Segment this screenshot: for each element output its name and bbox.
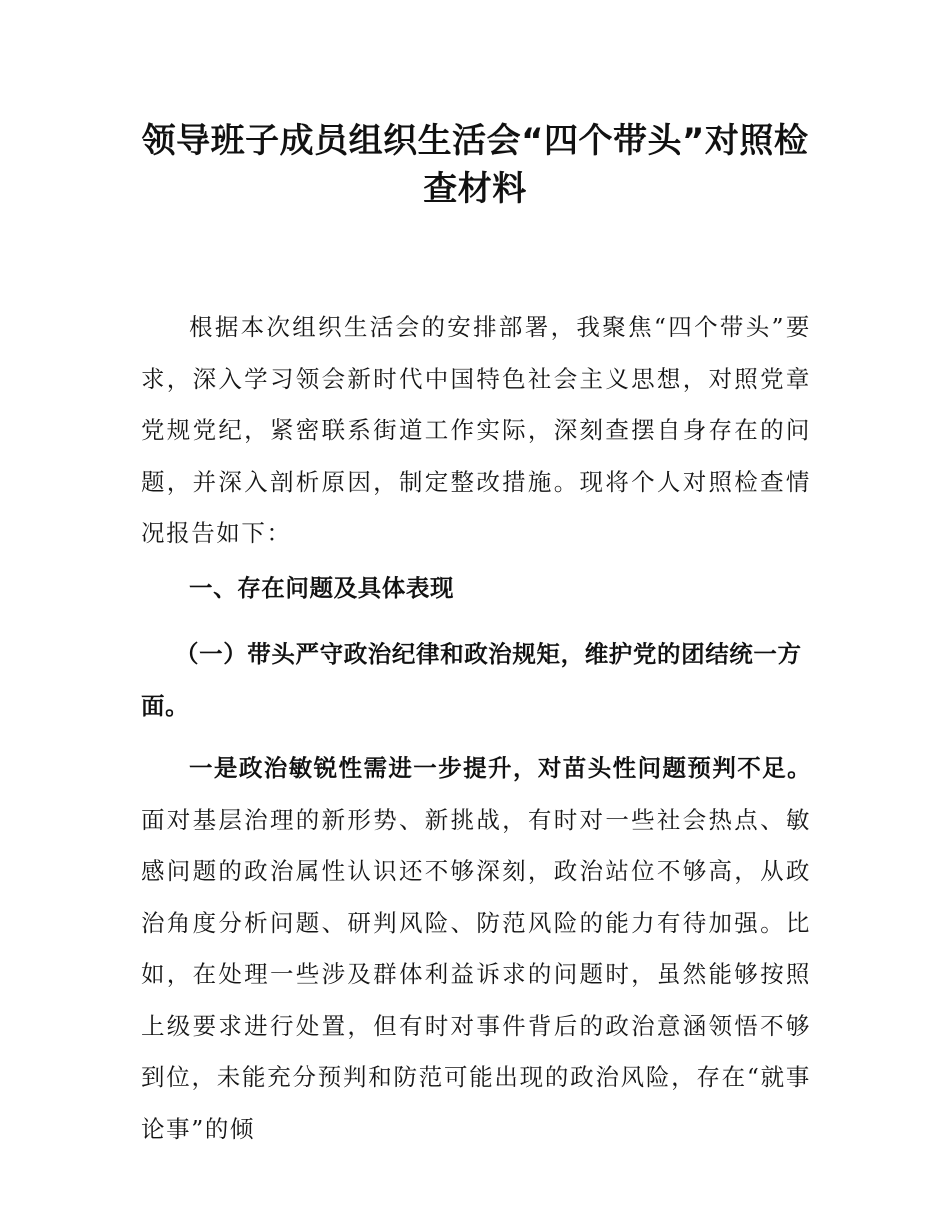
issue-body-text: 面对基层治理的新形势、新挑战，有时对一些社会热点、敏感问题的政治属性认识还不够深刻，政治站位不够高，从政治角度分析问题、研判风险、防范风险的能力有待加强。比如，在处理一些涉及群体利益诉求的问题时，虽然能够按照上级要求进行处置，但有时对事件背后的政治意涵领悟不够到位，未能充分预判和防范可能出现的政治风险，存在“就事论事”的倾 bbox=[141, 805, 811, 1143]
section-heading: 一、存在问题及具体表现 bbox=[189, 574, 455, 602]
issue-paragraph bbox=[141, 743, 811, 1155]
intro-paragraph: 根据本次组织生活会的安排部署，我聚焦“四个带头”要求，深入学习领会新时代中国特色社会主义思想，对照党章党规党纪，紧密联系街道工作实际，深刻查摆自身存在的问题，并深入剖析原因，制定整改措施。现将个人对照检查情况报告如下： bbox=[141, 313, 811, 547]
document-title: 领导班子成员组织生活会“四个带头”对照检查材料 bbox=[141, 121, 809, 209]
issue-lead-sentence: 一是政治敏锐性需进一步提升，对苗头性问题预判不足。 bbox=[189, 754, 811, 782]
subsection-heading: （一）带头严守政治纪律和政治规矩，维护党的团结统一方面。 bbox=[141, 640, 802, 720]
